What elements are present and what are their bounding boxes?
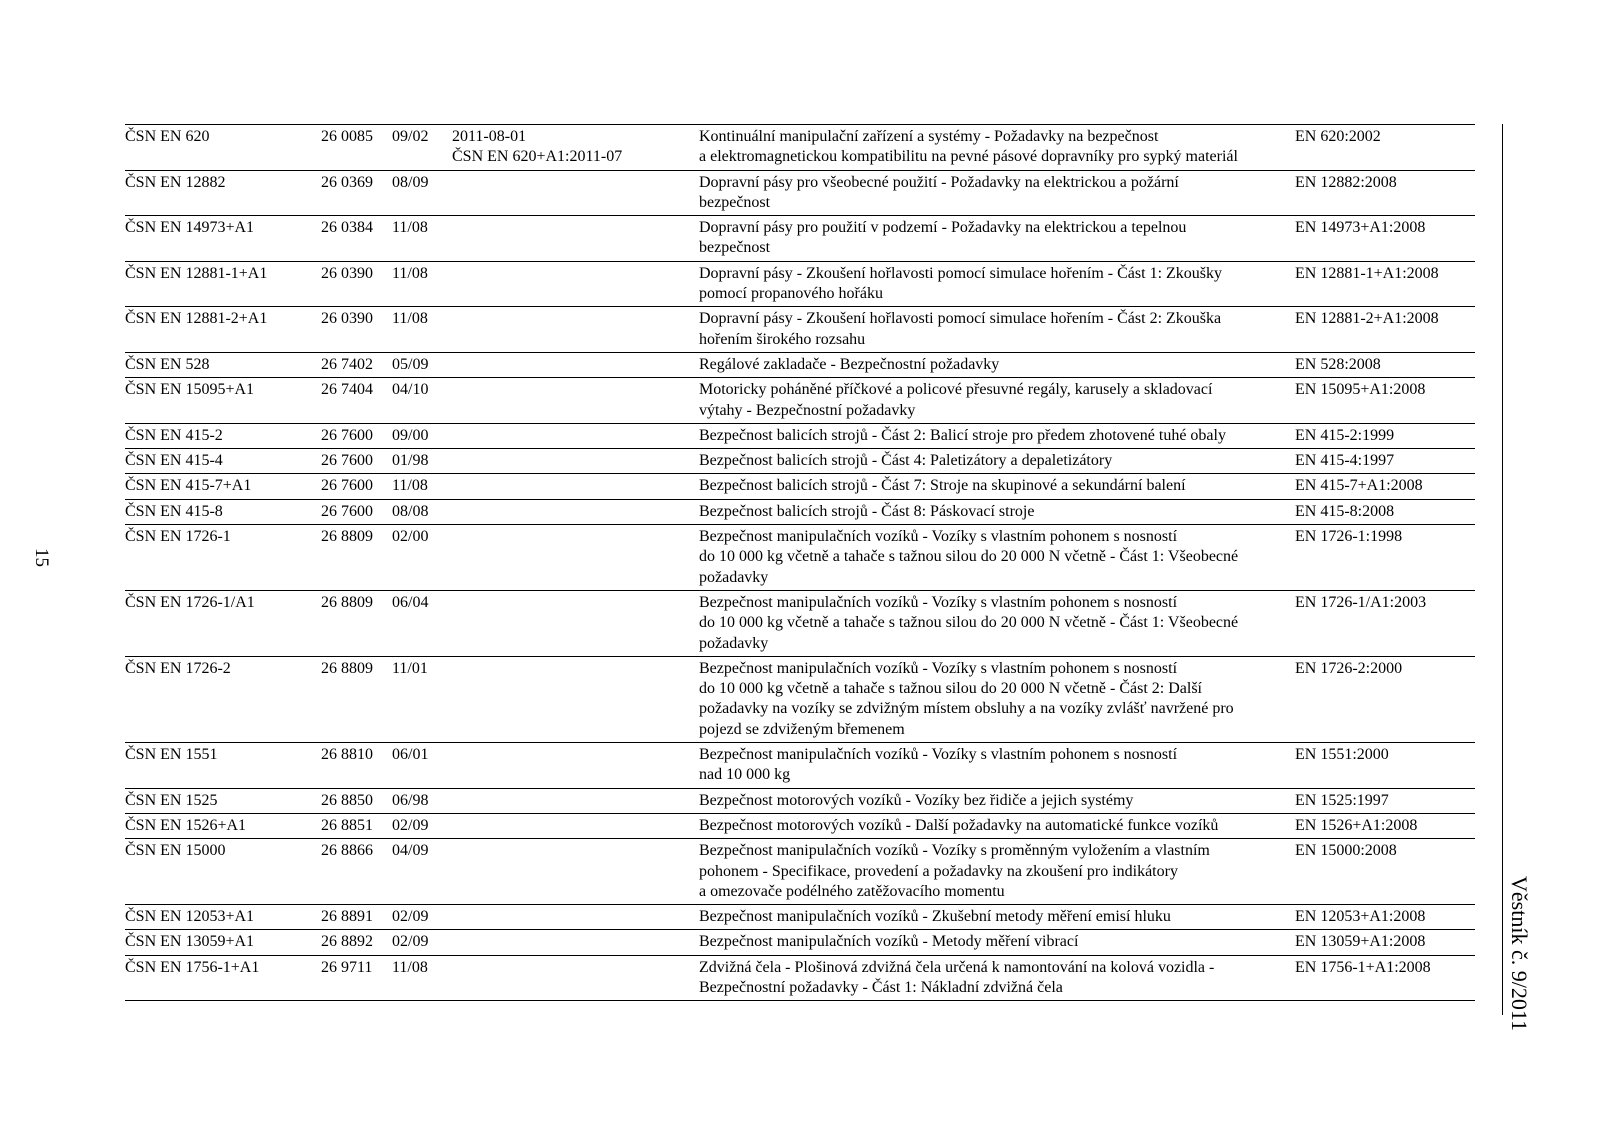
class-code-cell: 26 8809 — [321, 656, 392, 742]
issue-date-cell: 11/08 — [392, 958, 428, 976]
en-reference-cell: EN 415-8:2008 — [1295, 499, 1475, 524]
en-reference-cell: EN 12053+A1:2008 — [1295, 905, 1475, 930]
standard-number-cell: ČSN EN 1551 — [125, 743, 321, 789]
issue-date-cell: 11/08 — [392, 474, 452, 499]
en-reference-cell: EN 1726-2:2000 — [1295, 656, 1475, 742]
table-row — [125, 307, 1475, 353]
issue-date-cell: 02/00 — [392, 525, 452, 591]
table-row — [125, 261, 1475, 307]
title-cell: Dopravní pásy - Zkoušení hořlavosti pomocí simulace hořením - Část 1: Zkoušky pomocí propanového hořáku — [699, 261, 1295, 307]
replacement-cell — [452, 474, 699, 499]
issue-date-cell: 11/08 — [392, 261, 452, 307]
title-cell: Bezpečnost manipulačních vozíků - Vozíky s vlastním pohonem s nosností nad 10 000 kg — [699, 743, 1295, 789]
replacement-cell: 2011-08-01 ČSN EN 620+A1:2011-07 — [452, 125, 699, 171]
title-cell: Motoricky poháněné příčkové a policové přesuvné regály, karusely a skladovací výtahy - Bezpečnostní požadavky — [699, 378, 1295, 424]
replacement-cell — [452, 525, 699, 591]
replacement-cell — [452, 930, 699, 955]
en-reference-cell: EN 12881-1+A1:2008 — [1295, 261, 1475, 307]
class-code-cell: 26 0384 — [321, 216, 392, 262]
table-row — [125, 525, 1475, 591]
class-code-cell: 26 8850 — [321, 788, 392, 813]
title-cell: Bezpečnost manipulačních vozíků - Zkušební metody měření emisí hluku — [699, 905, 1295, 930]
standard-number-cell: ČSN EN 15095+A1 — [125, 378, 321, 424]
table-row — [125, 170, 1475, 216]
class-code-cell: 26 0390 — [321, 261, 392, 307]
en-reference-cell: EN 528:2008 — [1295, 352, 1475, 377]
replacement-cell — [452, 839, 699, 905]
en-reference-cell: EN 13059+A1:2008 — [1295, 930, 1475, 955]
table-row — [125, 905, 1475, 930]
table-row — [125, 125, 1475, 171]
standard-number-cell: ČSN EN 1726-2 — [125, 656, 321, 742]
en-reference-cell: EN 12882:2008 — [1295, 170, 1475, 216]
replacement-cell — [452, 905, 699, 930]
title-cell: Bezpečnost balicích strojů - Část 7: Stroje na skupinové a sekundární balení — [699, 474, 1295, 499]
issue-date-cell: 08/08 — [392, 499, 452, 524]
issue-date-cell: 09/00 — [392, 423, 452, 448]
class-code-cell: 26 8810 — [321, 743, 392, 789]
class-code-cell: 26 0390 — [321, 307, 392, 353]
replacement-cell — [452, 590, 699, 656]
class-code-cell: 26 8892 — [321, 930, 392, 955]
page-number: 15 — [31, 548, 52, 567]
replacement-cell — [452, 216, 699, 262]
title-cell: Bezpečnost balicích strojů - Část 8: Páskovací stroje — [699, 499, 1295, 524]
table-row — [125, 743, 1475, 789]
en-reference-cell: EN 1726-1/A1:2003 — [1295, 590, 1475, 656]
replacement-cell — [452, 499, 699, 524]
replacement-cell — [452, 352, 699, 377]
issue-date-cell: 11/08 — [392, 216, 452, 262]
replacement-cell — [452, 955, 699, 1001]
table-row — [125, 813, 1475, 838]
issue-date-cell: 04/10 — [392, 378, 452, 424]
journal-title: Věstník č. 9/2011 — [1507, 876, 1532, 1031]
class-code-cell: 26 0369 — [321, 170, 392, 216]
en-reference-cell: EN 1756-1+A1:2008 — [1295, 958, 1431, 976]
issue-date-cell: 08/09 — [392, 170, 452, 216]
table-row — [125, 955, 1475, 1001]
title-cell: Bezpečnost balicích strojů - Část 4: Paletizátory a depaletizátory — [699, 449, 1295, 474]
standard-number-cell: ČSN EN 1726-1 — [125, 525, 321, 591]
standard-number-cell: ČSN EN 15000 — [125, 839, 321, 905]
table-row — [125, 449, 1475, 474]
table-row — [125, 930, 1475, 955]
standard-number-cell: ČSN EN 528 — [125, 352, 321, 377]
title-cell: Dopravní pásy - Zkoušení hořlavosti pomocí simulace hořením - Část 2: Zkouška hořením širokého rozsahu — [699, 307, 1295, 353]
issue-date-cell: 06/01 — [392, 743, 452, 789]
replacement-cell — [452, 656, 699, 742]
issue-date-cell: 06/04 — [392, 590, 452, 656]
standard-number-cell: ČSN EN 415-7+A1 — [125, 474, 321, 499]
issue-date-cell: 11/01 — [392, 656, 452, 742]
standard-number-cell: ČSN EN 1756-1+A1 — [125, 958, 260, 976]
standards-table-body — [125, 125, 1475, 1001]
table-row — [125, 423, 1475, 448]
table-row — [125, 499, 1475, 524]
title-cell: Bezpečnost manipulačních vozíků - Vozíky s vlastním pohonem s nosností do 10 000 kg včetně a tahače s tažnou silou do 20 000 N včetně - Část 1: Všeobecné požadavky — [699, 525, 1295, 591]
class-code-cell: 26 7600 — [321, 423, 392, 448]
title-cell: Dopravní pásy pro všeobecné použití - Požadavky na elektrickou a požární bezpečnost — [699, 170, 1295, 216]
table-row — [125, 352, 1475, 377]
replacement-cell — [452, 378, 699, 424]
issue-date-cell: 05/09 — [392, 352, 452, 377]
standard-number-cell: ČSN EN 1526+A1 — [125, 813, 321, 838]
standard-number-cell: ČSN EN 12882 — [125, 170, 321, 216]
issue-date-cell: 11/08 — [392, 307, 452, 353]
issue-date-cell: 01/98 — [392, 449, 452, 474]
standards-table — [125, 124, 1475, 1001]
table-row — [125, 378, 1475, 424]
class-code-cell: 26 9711 — [321, 958, 373, 976]
standard-number-cell: ČSN EN 12881-2+A1 — [125, 307, 321, 353]
title-cell: Regálové zakladače - Bezpečnostní požadavky — [699, 352, 1295, 377]
class-code-cell: 26 7402 — [321, 352, 392, 377]
standard-number-cell: ČSN EN 415-2 — [125, 423, 321, 448]
vertical-rule — [1502, 124, 1503, 1015]
en-reference-cell: EN 15095+A1:2008 — [1295, 378, 1475, 424]
title-cell: Bezpečnost balicích strojů - Část 2: Balicí stroje pro předem zhotovené tuhé obaly — [699, 423, 1295, 448]
en-reference-cell: EN 1526+A1:2008 — [1295, 813, 1475, 838]
title-cell: Kontinuální manipulační zařízení a systémy - Požadavky na bezpečnost a elektromagnetickou kompatibilitu na pevné pásové dopravníky pro sypký materiál — [699, 125, 1295, 171]
en-reference-cell: EN 1551:2000 — [1295, 743, 1475, 789]
replacement-cell — [452, 788, 699, 813]
replacement-cell — [452, 449, 699, 474]
standard-number-cell: ČSN EN 1525 — [125, 788, 321, 813]
replacement-cell — [452, 170, 699, 216]
class-code-cell: 26 8891 — [321, 905, 392, 930]
standards-table-wrapper — [125, 124, 1475, 1001]
class-code-cell: 26 7600 — [321, 499, 392, 524]
en-reference-cell: EN 15000:2008 — [1295, 839, 1475, 905]
standard-number-cell: ČSN EN 1726-1/A1 — [125, 590, 321, 656]
issue-date-cell: 02/09 — [392, 930, 452, 955]
class-code-cell: 26 7600 — [321, 449, 392, 474]
standard-number-cell: ČSN EN 13059+A1 — [125, 930, 321, 955]
standard-number-cell: ČSN EN 12881-1+A1 — [125, 261, 321, 307]
en-reference-cell: EN 415-7+A1:2008 — [1295, 474, 1475, 499]
class-code-cell: 26 8851 — [321, 813, 392, 838]
table-row — [125, 788, 1475, 813]
title-cell: Bezpečnost manipulačních vozíků - Vozíky s vlastním pohonem s nosností do 10 000 kg včetně a tahače s tažnou silou do 20 000 N včetně - Část 1: Všeobecné požadavky — [699, 590, 1295, 656]
title-cell: Dopravní pásy pro použití v podzemí - Požadavky na elektrickou a tepelnou bezpečnost — [699, 216, 1295, 262]
table-row — [125, 839, 1475, 905]
standard-number-cell: ČSN EN 12053+A1 — [125, 905, 321, 930]
en-reference-cell: EN 415-2:1999 — [1295, 423, 1475, 448]
table-row — [125, 216, 1475, 262]
replacement-cell — [452, 813, 699, 838]
standard-number-cell: ČSN EN 415-8 — [125, 499, 321, 524]
replacement-cell — [452, 307, 699, 353]
class-code-cell: 26 7404 — [321, 378, 392, 424]
en-reference-cell: EN 1726-1:1998 — [1295, 525, 1475, 591]
replacement-cell — [452, 261, 699, 307]
class-code-cell: 26 8809 — [321, 525, 392, 591]
table-row — [125, 474, 1475, 499]
title-cell: Bezpečnost manipulačních vozíků - Vozíky s proměnným vyložením a vlastním pohonem - Specifikace, provedení a požadavky na zkoušení pro indikátory a omezovače podélného zatěžovacího momentu — [699, 839, 1295, 905]
class-code-cell: 26 8866 — [321, 839, 392, 905]
en-reference-cell: EN 415-4:1997 — [1295, 449, 1475, 474]
issue-date-cell: 06/98 — [392, 788, 452, 813]
standard-number-cell: ČSN EN 14973+A1 — [125, 216, 321, 262]
en-reference-cell: EN 14973+A1:2008 — [1295, 216, 1475, 262]
title-cell: Bezpečnost manipulačních vozíků - Vozíky s vlastním pohonem s nosností do 10 000 kg včetně a tahače s tažnou silou do 20 000 N včetně - Část 2: Další požadavky na vozíky se zdvižným místem obsluhy a na vozíky zvlášť navržené pro pojezd se zdviženým břemenem — [699, 656, 1295, 742]
table-row — [125, 656, 1475, 742]
class-code-cell: 26 0085 — [321, 125, 392, 171]
issue-date-cell: 09/02 — [392, 125, 452, 171]
en-reference-cell: EN 1525:1997 — [1295, 788, 1475, 813]
replacement-cell — [452, 423, 699, 448]
class-code-cell: 26 7600 — [321, 474, 392, 499]
en-reference-cell: EN 620:2002 — [1295, 125, 1475, 171]
class-code-cell: 26 8809 — [321, 590, 392, 656]
standard-number-cell: ČSN EN 620 — [125, 125, 321, 171]
title-cell: Zdvižná čela - Plošinová zdvižná čela určená k namontování na kolová vozidla - Bezpečnostní požadavky - Část 1: Nákladní zdvižná čela — [699, 958, 1215, 996]
issue-date-cell: 04/09 — [392, 839, 452, 905]
title-cell: Bezpečnost motorových vozíků - Další požadavky na automatické funkce vozíků — [699, 813, 1295, 838]
en-reference-cell: EN 12881-2+A1:2008 — [1295, 307, 1475, 353]
table-row — [125, 590, 1475, 656]
title-cell: Bezpečnost motorových vozíků - Vozíky bez řidiče a jejich systémy — [699, 788, 1295, 813]
issue-date-cell: 02/09 — [392, 905, 452, 930]
replacement-cell — [452, 743, 699, 789]
standard-number-cell: ČSN EN 415-4 — [125, 449, 321, 474]
issue-date-cell: 02/09 — [392, 813, 452, 838]
title-cell: Bezpečnost manipulačních vozíků - Metody měření vibrací — [699, 930, 1295, 955]
